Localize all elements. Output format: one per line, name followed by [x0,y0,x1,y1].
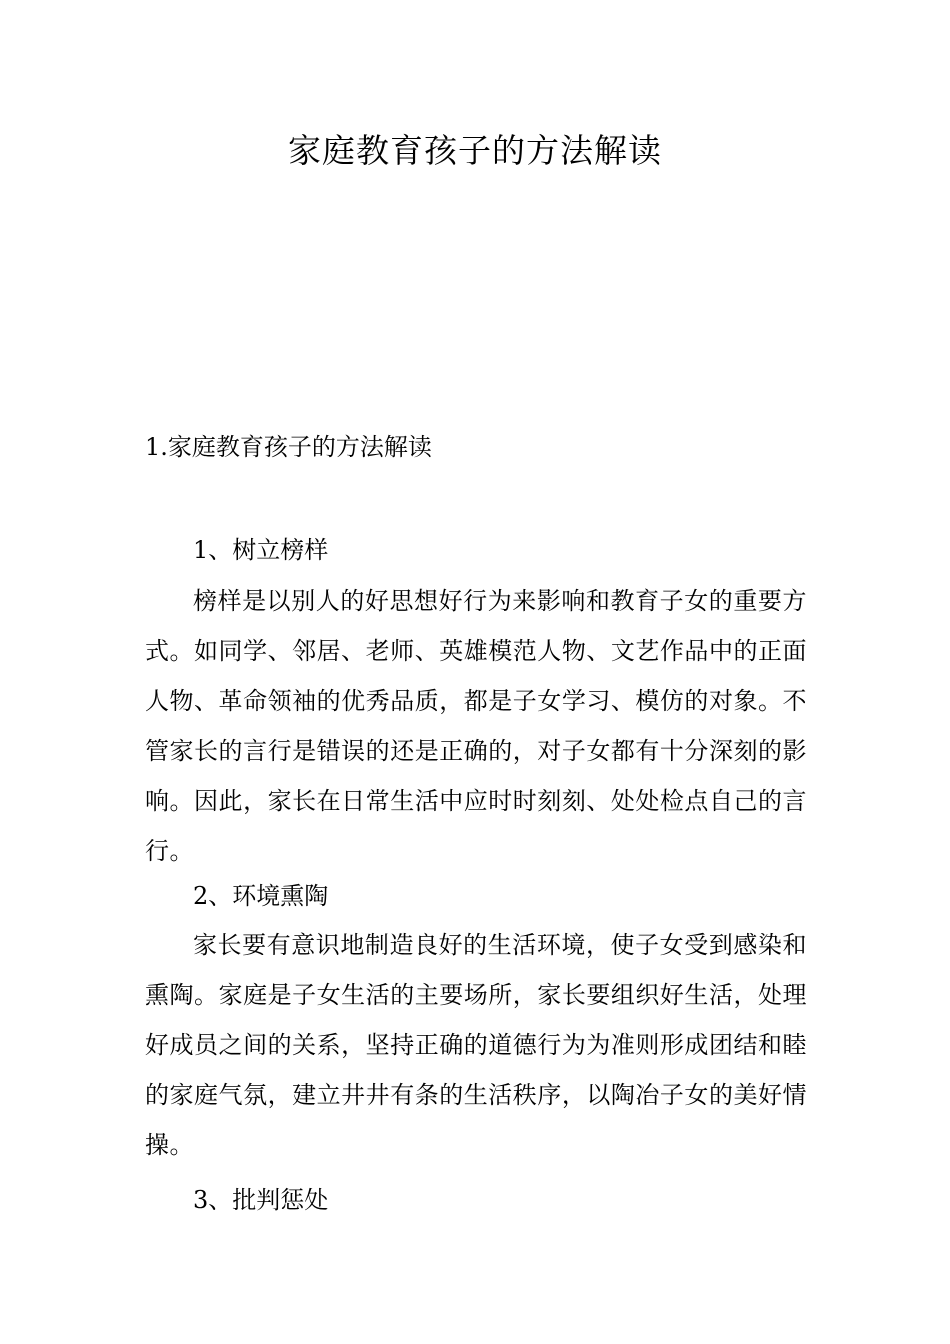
section-heading-environment: 2、环境熏陶 [193,882,329,910]
paragraph-role-model: 榜样是以别人的好思想好行为来影响和教育子女的重要方式。如同学、邻居、老师、英雄模范人物、文艺作品中的正面人物、革命领袖的优秀品质，都是子女学习、模仿的对象。不管家长的言行是错误的还是正确的，对子女都有十分深刻的影响。因此，家长在日常生活中应时时刻刻、处处检点自己的言行。 [145,587,807,865]
section-heading-role-model: 1、树立榜样 [193,536,329,564]
document-title: 家庭教育孩子的方法解读 [288,131,662,170]
section-title: 1.家庭教育孩子的方法解读 [145,433,432,461]
section-heading-criticism: 3、批判惩处 [193,1186,329,1214]
document-body [145,528,807,1222]
paragraph-environment: 家长要有意识地制造良好的生活环境，使子女受到感染和熏陶。家庭是子女生活的主要场所，家长要组织好生活，处理好成员之间的关系，坚持正确的道德行为为准则形成团结和睦的家庭气氛，建立井井有条的生活秩序，以陶冶子女的美好情操。 [145,931,807,1159]
